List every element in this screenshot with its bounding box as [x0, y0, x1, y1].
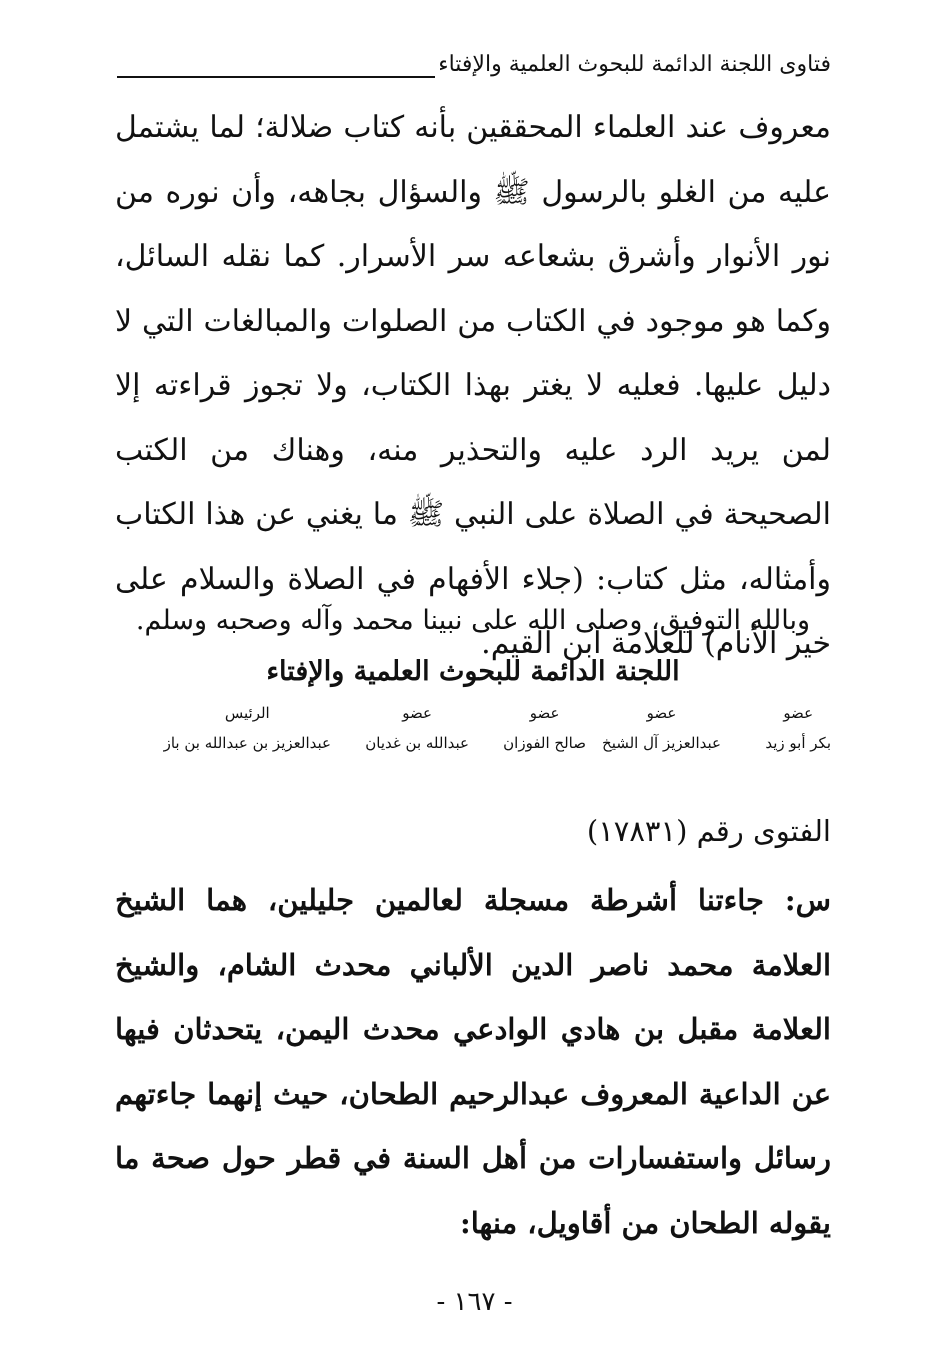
signatory-name: صالح الفوزان: [503, 734, 586, 752]
signatory: [503, 700, 586, 760]
answer-body: [115, 96, 831, 677]
question-body: [115, 868, 831, 1255]
header-rule: [117, 76, 435, 78]
signatory-name: عبدالعزيز آل الشيخ: [602, 734, 721, 752]
running-header: [117, 48, 831, 88]
page-number: - ١٦٧ -: [436, 1287, 513, 1317]
signatory-role: عضو: [783, 704, 814, 722]
running-header-title: فتاوى اللجنة الدائمة للبحوث العلمية والإفتاء: [438, 52, 831, 77]
signatory-role: عضو: [529, 704, 560, 722]
signatory: [365, 700, 469, 760]
fatwa-number: الفتوى رقم (١٧٨٣١): [586, 814, 831, 848]
signatory-name: عبدالعزيز بن عبدالله بن باز: [163, 734, 331, 752]
committee-name: اللجنة الدائمة للبحوث العلمية والإفتاء: [266, 656, 680, 687]
signatory: [765, 700, 831, 760]
signatory: [164, 700, 331, 760]
signatory-role: الرئيس: [224, 704, 270, 722]
signatory-role: عضو: [646, 704, 677, 722]
answer-paragraph: معروف عند العلماء المحققين بأنه كتاب ضلالة؛ لما يشتمل عليه من الغلو بالرسول ﷺ والسؤال بجاهه، وأن نوره من نور الأنوار وأشرق بشعاعه سر الأسرار. كما نقله السائل، وكما هو موجود في الكتاب من الصلوات والمبالغات التي لا دليل عليها. فعليه لا يغتر بهذا الكتاب، ولا تجوز قراءته إلا لمن يريد الرد عليه والتحذير منه، وهناك من الكتب الصحيحة في الصلاة على النبي ﷺ ما يغني عن هذا الكتاب وأمثاله، مثل كتاب: (جلاء الأفهام في الصلاة والسلام على خير الأنام) للعلامة ابن القيم.: [115, 110, 832, 661]
signatory: [602, 700, 721, 760]
signatory-name: عبدالله بن غديان: [365, 734, 469, 752]
question-paragraph: س: جاءتنا أشرطة مسجلة لعالمين جليلين، هما الشيخ العلامة محمد ناصر الدين الألباني محدث الشام، والشيخ العلامة مقبل بن هادي الوادعي محدث اليمن، يتحدثان فيها عن الداعية المعروف عبدالرحيم الطحان، حيث إنهما جاءتهم رسائل واستفسارات من أهل السنة في قطر حول صحة ما يقوله الطحان من أقاويل، منها:: [115, 883, 831, 1240]
signatory-name: بكر أبو زيد: [765, 734, 831, 752]
signatories: [115, 700, 831, 770]
signatory-role: عضو: [402, 704, 432, 722]
closing-line: وبالله التوفيق، وصلى الله على نبينا محمد وآله وصحبه وسلم.: [135, 605, 811, 636]
